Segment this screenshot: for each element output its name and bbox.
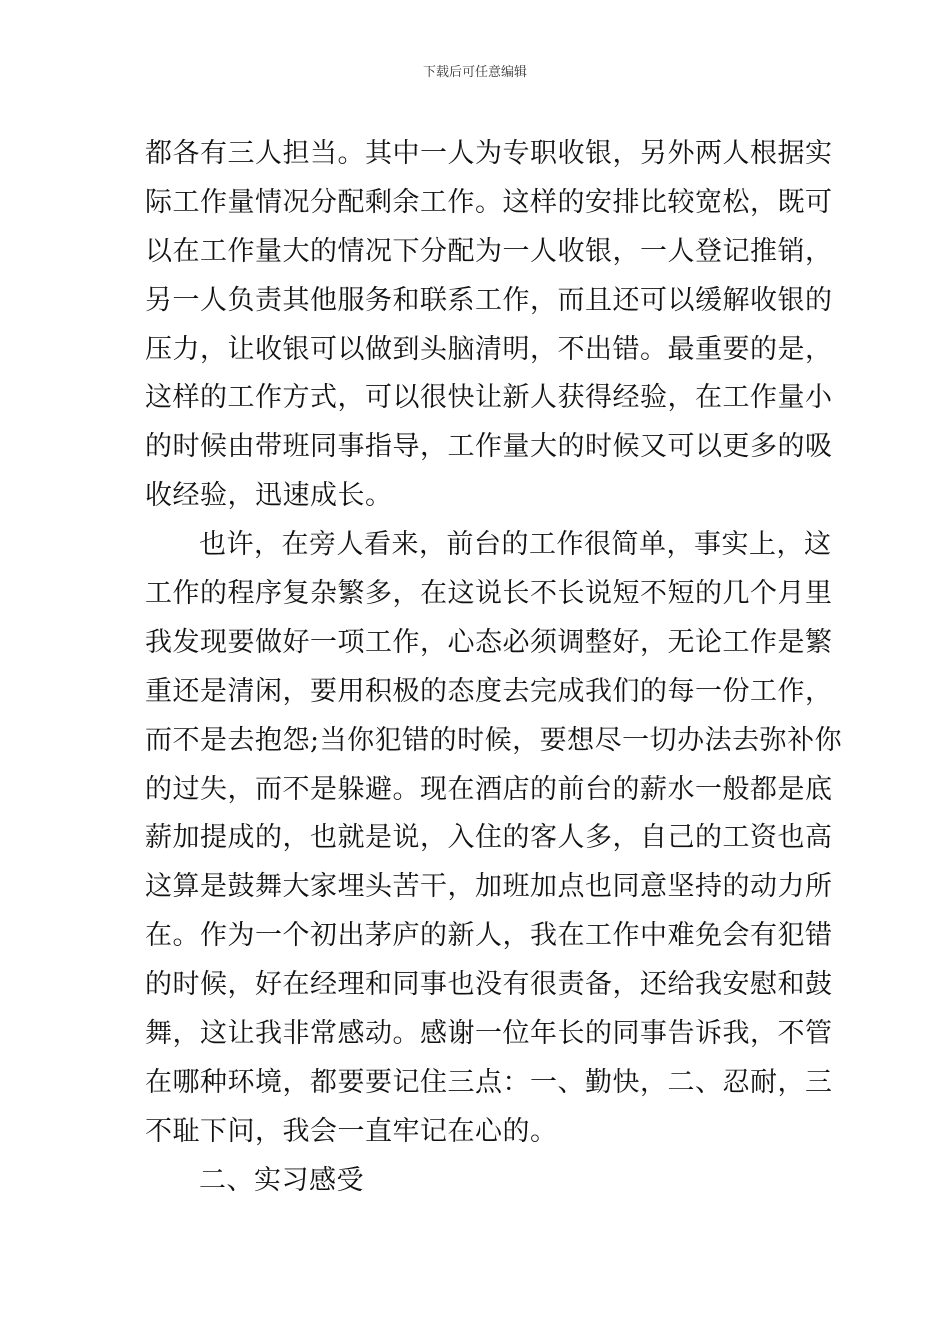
text-line: 也许，在旁人看来，前台的工作很简单，事实上，这 bbox=[199, 529, 832, 561]
text-line: 另一人负责其他服务和联系工作，而且还可以缓解收银的 bbox=[145, 284, 833, 316]
text-line: 以在工作量大的情况下分配为一人收银，一人登记推销， bbox=[145, 235, 833, 267]
text-line: 这算是鼓舞大家埋头苦干，加班加点也同意坚持的动力所 bbox=[145, 871, 833, 903]
section-heading bbox=[145, 1157, 815, 1206]
document-body bbox=[145, 130, 843, 1206]
paragraph bbox=[145, 521, 843, 1157]
text-line: 收经验，迅速成长。 bbox=[145, 480, 393, 512]
text-line: 际工作量情况分配剩余工作。这样的安排比较宽松，既可 bbox=[145, 186, 833, 218]
text-line: 压力，让收银可以做到头脑清明，不出错。最重要的是， bbox=[145, 333, 833, 365]
text-line: 重还是清闲，要用积极的态度去完成我们的每一份工作， bbox=[145, 675, 833, 707]
text-line: 而不是去抱怨;当你犯错的时候，要想尽一切办法去弥补你 bbox=[145, 724, 843, 756]
text-line: 在哪种环境，都要要记住三点：一、勤快，二、忍耐，三 bbox=[145, 1066, 833, 1098]
text-line: 的时候由带班同事指导，工作量大的时候又可以更多的吸 bbox=[145, 431, 833, 463]
text-line: 工作的程序复杂繁多，在这说长不长说短不短的几个月里 bbox=[145, 578, 833, 610]
paragraph bbox=[145, 130, 833, 521]
text-line: 的过失，而不是躲避。现在酒店的前台的薪水一般都是底 bbox=[145, 773, 833, 805]
text-line: 薪加提成的，也就是说，入住的客人多，自己的工资也高 bbox=[145, 822, 833, 854]
page-header: 下载后可任意编辑 bbox=[422, 65, 527, 80]
text-line: 都各有三人担当。其中一人为专职收银，另外两人根据实 bbox=[145, 138, 833, 169]
text-line: 的时候，好在经理和同事也没有很责备，还给我安慰和鼓 bbox=[145, 969, 833, 1001]
text-line: 这样的工作方式，可以很快让新人获得经验，在工作量小 bbox=[145, 382, 833, 414]
text-line: 我发现要做好一项工作，心态必须调整好，无论工作是繁 bbox=[145, 626, 833, 658]
text-line: 不耻下问，我会一直牢记在心的。 bbox=[145, 1115, 558, 1147]
heading-text: 二、实习感受 bbox=[199, 1164, 364, 1196]
text-line: 舞，这让我非常感动。感谢一位年长的同事告诉我，不管 bbox=[145, 1018, 833, 1050]
text-line: 在。作为一个初出茅庐的新人，我在工作中难免会有犯错 bbox=[145, 920, 833, 952]
